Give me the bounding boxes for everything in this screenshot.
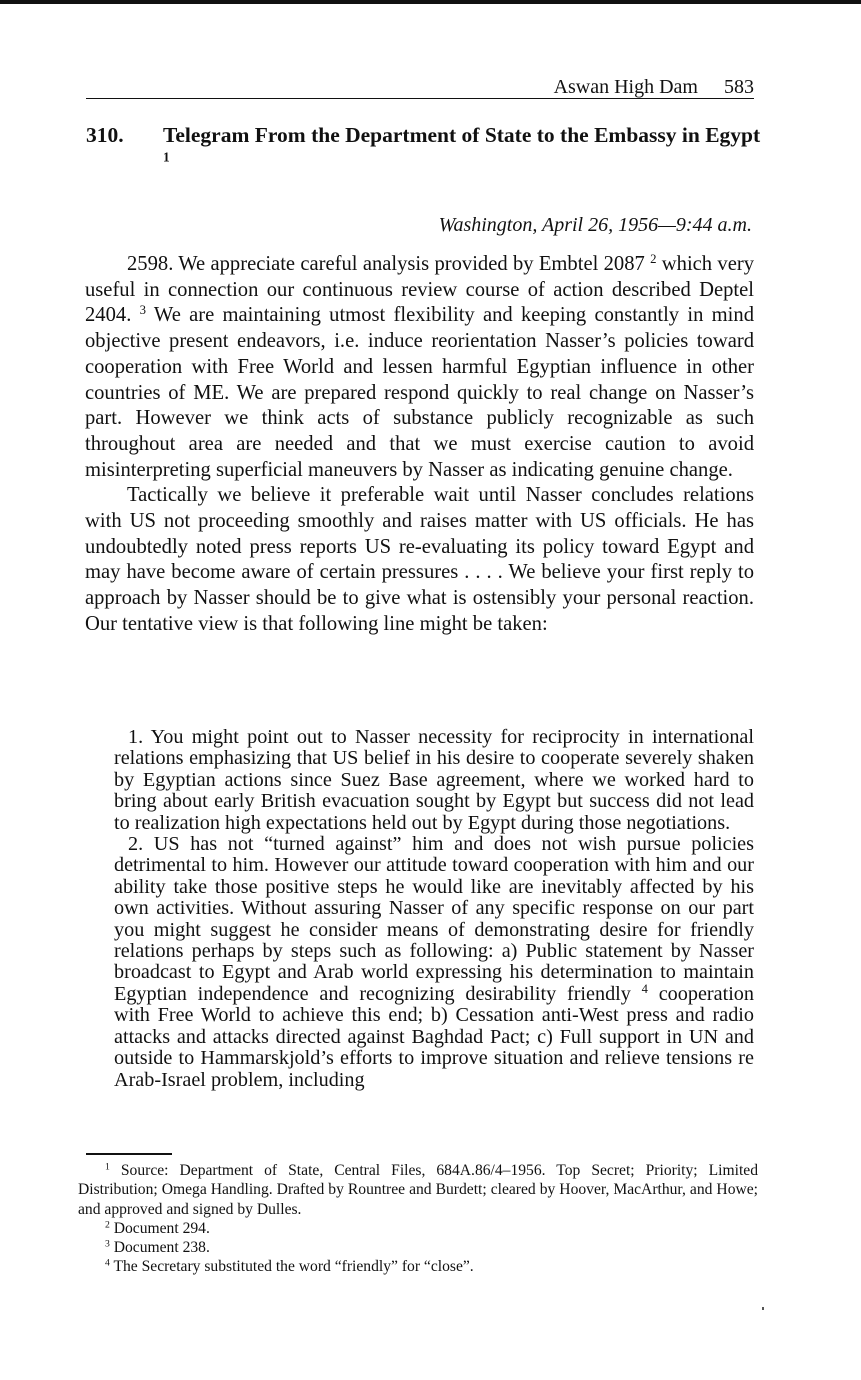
document-title-text: Telegram From the Department of State to the Embassy in Egypt <box>163 123 761 147</box>
top-edge-rule <box>0 0 861 4</box>
telegram-body <box>85 252 754 638</box>
paragraph-1 <box>85 252 754 483</box>
footnote-4-text: The Secretary substituted the word “friendly” for “close”. <box>113 1258 474 1276</box>
footnote-ref-2: 2 <box>650 251 657 266</box>
running-header <box>86 76 754 99</box>
document-number: 310. <box>86 123 124 147</box>
document-title <box>163 122 763 176</box>
dateline: Washington, April 26, 1956—9:44 a.m. <box>438 214 752 236</box>
footnote-3-text: Document 238. <box>113 1239 210 1257</box>
point-2-part-a: 2. US has not “turned against” him and does not wish pursue policies detrimental to him. However our attitude toward cooperation with him and our ability take those positive steps he would like are inevitably affected by his own activities. Without assuring Nasser of any specific response on our part you might suggest he consider means of demonstrating desire for friendly relations perhaps by steps such as following: a) Public statement by Nasser broadcast to Egypt and Arab world expressing his determination to maintain Egyptian independence and recognizing desirability friendly <box>114 833 754 1005</box>
page-number: 583 <box>724 76 754 98</box>
footnote-2-mark: 2 <box>105 1219 110 1231</box>
running-title: Aswan High Dam <box>553 76 698 98</box>
footnote-1-text: Source: Department of State, Central Files, 684A.86/4–1956. Top Secret; Priority; Limited Distribution; Omega Handling. Drafted by Rountree and Burdett; cleared by Hoover, MacArthur, and Howe; and approved and signed by Dulles. <box>78 1162 759 1218</box>
footnote-ref-4: 4 <box>641 982 648 996</box>
paragraph-1-part-a: 2598. We appreciate careful analysis provided by Embtel 2087 <box>127 253 645 275</box>
point-1: 1. You might point out to Nasser necessity for reciprocity in international relations emphasizing that US belief in his desire to cooperate severely shaken by Egyptian actions since Suez Base agreement, where we worked hard to bring about early British evacuation sought by Egypt but success did not lead to realization high expectations held out by Egypt during those negotiations. <box>114 726 754 834</box>
numbered-points <box>85 727 754 1091</box>
footnote-3 <box>78 1238 758 1257</box>
footnote-ref-1: 1 <box>163 149 170 165</box>
footnote-2-text: Document 294. <box>113 1219 210 1237</box>
footnote-2 <box>78 1219 758 1238</box>
footnote-3-mark: 3 <box>105 1238 110 1250</box>
paragraph-2: Tactically we believe it preferable wait until Nasser concludes relations with US not proceeding smoothly and raises matter with US officials. He has undoubtedly noted press reports US re-evaluating its policy toward Egypt and may have become aware of certain pressures . . . . We believe your first reply to approach by Nasser should be to give what is ostensibly your personal reaction. Our tentative view is that following line might be taken: <box>85 484 754 635</box>
footnote-4-mark: 4 <box>105 1258 110 1270</box>
paragraph-1-part-c: We are maintaining utmost flexibility and keeping constantly in mind objective present endeavors, i.e. induce reorientation Nasser’s policies toward cooperation with Free World and lessen harmful Egyptian influence in other countries of ME. We are prepared respond quickly to real change on Nasser’s part. However we think acts of substance publicly recognizable as such throughout area are needed and that we must exercise caution to avoid misinterpreting superficial maneuvers by Nasser as indicating genuine change. <box>85 304 755 481</box>
footnote-ref-3: 3 <box>139 303 147 318</box>
footnotes <box>78 1161 758 1277</box>
footnote-1 <box>78 1161 758 1219</box>
footnote-4 <box>78 1257 758 1276</box>
footnote-rule <box>86 1153 172 1155</box>
scan-speck <box>762 1307 764 1310</box>
point-2-part-b: cooperation with Free World to achieve this end; b) Cessation anti-West press and radio attacks and attacks directed against Baghdad Pact; c) Full support in UN and outside to Hammarskjold’s efforts to improve situation and relieve tensions re Arab-Israel problem, including <box>114 982 754 1091</box>
point-2 <box>85 834 754 1091</box>
footnote-1-mark: 1 <box>105 1161 110 1173</box>
paragraph-1-part-b: which very useful in connection our continuous review course of action described Deptel 2404. <box>85 253 754 327</box>
